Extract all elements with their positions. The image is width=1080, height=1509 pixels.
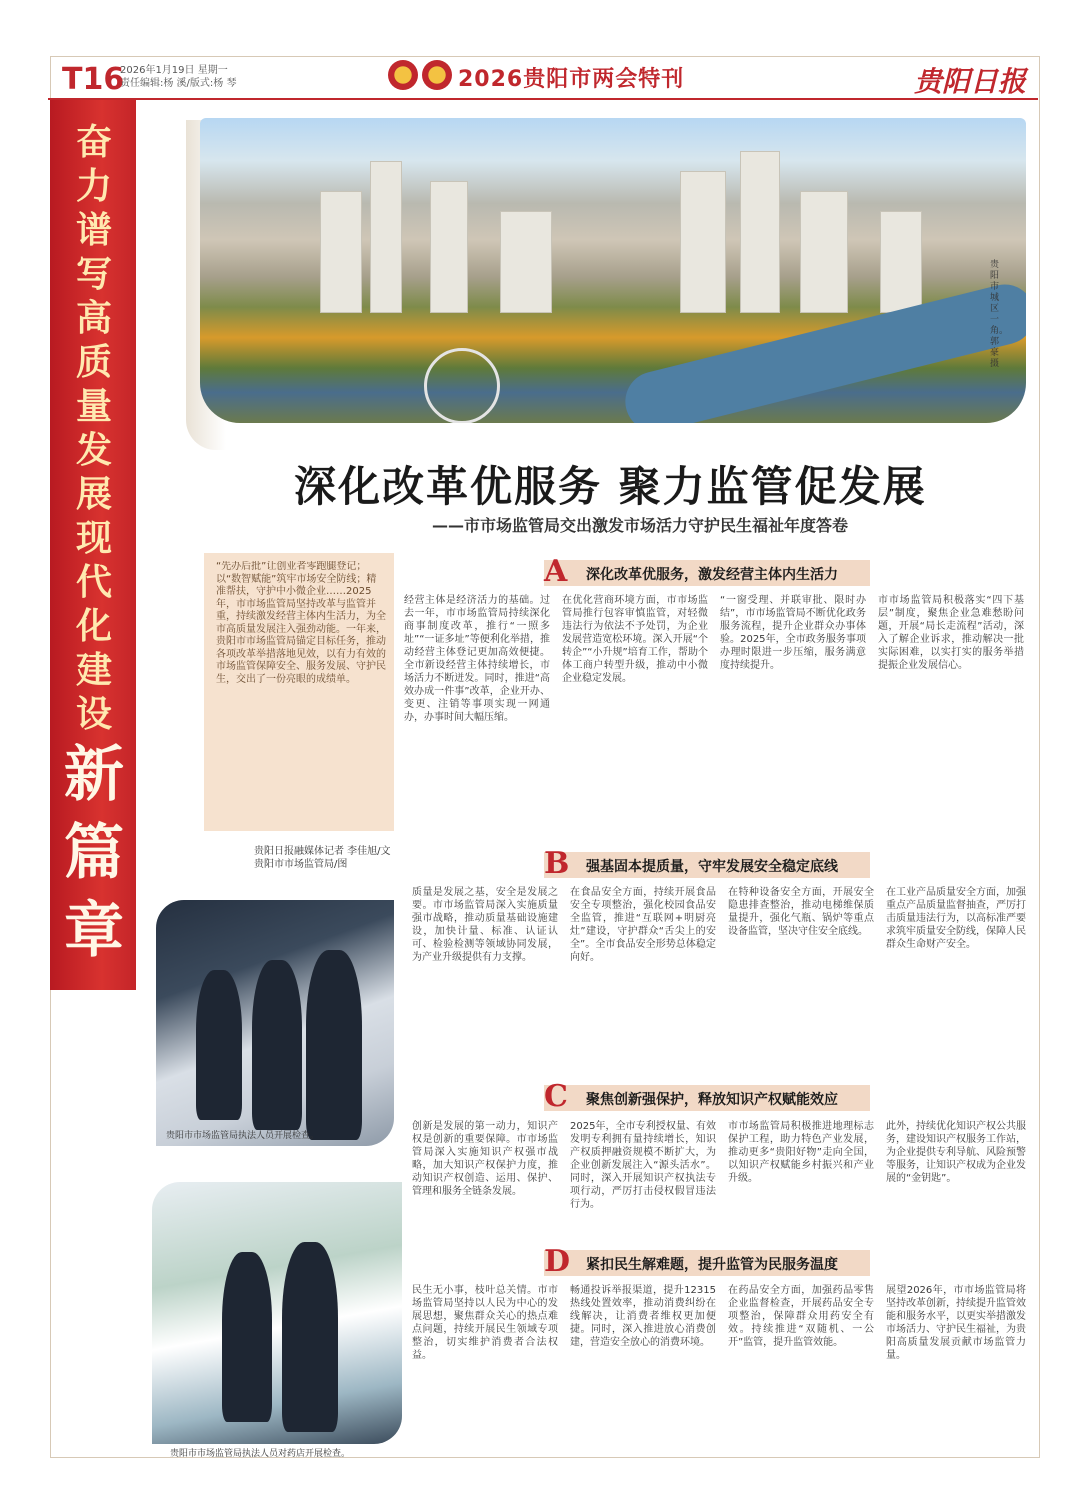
inspector-figure <box>222 1252 272 1422</box>
article-column: 2025年，全市专利授权量、有效发明专利拥有量持续增长，知识产权质押融资规模不断扩大，为企业创新发展注入“源头活水”。同时，深入开展知识产权执法专项行动，严厉打击侵权假冒违法行为。 <box>570 1121 716 1210</box>
section-letter: D <box>544 1244 571 1279</box>
article-column: 质量是发展之基，安全是发展之要。市市场监管局深入实施质量强市战略，推动质量基础设施建设，加快计量、标准、认证认可、检验检测等领域协同发展，为产业升级提供有力支撑。 <box>412 887 558 963</box>
newspaper-logo: 贵阳日报 <box>913 65 1026 98</box>
building <box>680 171 726 313</box>
article-column: 在药品安全方面，加强药品零售企业监督检查，开展药品安全专项整治，保障群众用药安全有效。持续推进“双随机、一公开”监管，提升监管效能。 <box>728 1285 874 1348</box>
inspection-photo <box>156 900 394 1146</box>
city-photo <box>200 118 1026 423</box>
party-emblem-icon <box>422 60 452 90</box>
building <box>430 181 468 313</box>
building <box>370 161 402 313</box>
building <box>880 211 922 313</box>
building <box>500 211 552 313</box>
article-column: 经营主体是经济活力的基础。过去一年，市市场监管局持续深化商事制度改革，推行“一照多址”“一证多址”等便利化举措，推动经营主体登记更加高效便捷。全市新设经营主体持续增长，市场活力不断迸发。同时，推进“高效办成一件事”改革，企业开办、变更、注销等事项实现一网通办，办事时间大幅压缩。 <box>404 595 550 723</box>
article-column: 在工业产品质量安全方面，加强重点产品质量监督抽查，严厉打击质量违法行为，以高标准严要求筑牢质量安全防线，保障人民群众生命财产安全。 <box>886 887 1026 950</box>
section-title: 深化改革优服务，激发经营主体内生活力 <box>586 567 838 583</box>
pharmacy-photo <box>152 1182 402 1444</box>
slogan-highlight: 新篇章 <box>64 740 124 966</box>
section-title: 强基固本提质量，守牢发展安全稳定底线 <box>586 859 838 875</box>
photo-credit: 贵阳市城区一角。 郭 豪 摄 <box>990 260 1009 369</box>
section-letter: B <box>544 846 570 881</box>
subheadline: ——市市场监管局交出激发市场活力守护民生福祉年度答卷 <box>432 516 849 535</box>
page-number: T16 <box>62 62 125 97</box>
page-header <box>48 56 1038 100</box>
article-column: 创新是发展的第一动力，知识产权是创新的重要保障。市市场监管局深入实施知识产权强市战略，加大知识产权保护力度，推动知识产权创造、运用、保护、管理和服务全链条发展。 <box>412 1121 558 1197</box>
lead-text: “先办后批”让创业者零跑腿登记；以“数智赋能”筑牢市场安全防线；精准帮扶，守护中小微企业……2025年，市市场监管局坚持改革与监管并重，持续激发经营主体内生活力，为全市高质量发展注入强劲动能。一年来，贵阳市市场监管局锚定目标任务，推动各项改革举措落地见效，以有力有效的市场监管保障安全、服务发展、守护民生，交出了一份亮眼的成绩单。 <box>216 561 386 685</box>
section-c-header <box>544 1079 870 1114</box>
article-column: “一窗受理、并联审批、限时办结”，市市场监管局不断优化政务服务流程，提升企业群众办事体验。2025年，全市政务服务事项办理时限进一步压缩，服务满意度持续提升。 <box>720 595 866 671</box>
page-meta <box>120 64 236 90</box>
byline <box>254 845 391 871</box>
inspector-figure <box>282 1242 338 1432</box>
special-edition-title: 2026贵阳市两会特刊 <box>458 67 685 92</box>
vertical-slogan <box>62 120 126 970</box>
section-title: 紧扣民生解难题，提升监管为民服务温度 <box>586 1257 838 1273</box>
article-column: 市市场监管局积极落实“四下基层”制度，聚焦企业急难愁盼问题，开展“局长走流程”活动，深入了解企业诉求，推动解决一批实际困难，以实打实的服务举措提振企业发展信心。 <box>878 595 1024 671</box>
section-d-header <box>544 1244 870 1279</box>
headline: 深化改革优服务 聚力监管促发展 <box>294 462 927 511</box>
article-column: 展望2026年，市市场监管局将坚持改革创新，持续提升监管效能和服务水平，以更实举措激发市场活力、守护民生福祉，为贵阳高质量发展贡献市场监管力量。 <box>886 1285 1026 1361</box>
building <box>320 191 362 313</box>
article-column: 在优化营商环境方面，市市场监管局推行包容审慎监管，对轻微违法行为依法不予处罚，为企业发展营造宽松环境。深入开展“个转企”“小升规”培育工作，帮助个体工商户转型升级，推动中小微企业稳定发展。 <box>562 595 708 684</box>
editors-line: 责任编辑:杨 溪/版式:杨 琴 <box>120 78 237 89</box>
article-column: 民生无小事，枝叶总关情。市市场监管局坚持以人民为中心的发展思想，聚焦群众关心的热点难点问题，持续开展民生领域专项整治，切实维护消费者合法权益。 <box>412 1285 558 1361</box>
byline-author: 贵阳日报融媒体记者 李佳旭/文 <box>254 846 391 857</box>
article-column: 此外，持续优化知识产权公共服务，建设知识产权服务工作站，为企业提供专利导航、风险预警等服务，让知识产权成为企业发展的“金钥匙”。 <box>886 1121 1026 1184</box>
section-letter: A <box>544 554 568 589</box>
article-column: 在食品安全方面，持续开展食品安全专项整治，强化校园食品安全监管，推进“互联网+明厨亮灶”建设，守护群众“舌尖上的安全”。全市食品安全形势总体稳定向好。 <box>570 887 716 963</box>
section-letter: C <box>544 1079 568 1114</box>
national-emblem-icon <box>388 60 418 90</box>
section-title: 聚焦创新强保护，释放知识产权赋能效应 <box>586 1092 838 1108</box>
section-b-header <box>544 846 870 881</box>
photo-caption: 贵阳市市场监管局执法人员对药店开展检查。 <box>170 1449 351 1459</box>
byline-photo: 贵阳市市场监管局/图 <box>254 859 348 870</box>
inspector-figure <box>196 970 242 1120</box>
inspector-figure <box>252 960 302 1130</box>
inspector-figure <box>306 950 362 1140</box>
issue-date: 2026年1月19日 星期一 <box>120 65 228 76</box>
article-column: 市市场监管局积极推进地理标志保护工程，助力特色产业发展，推动更多“贵阳好物”走向全国，以知识产权赋能乡村振兴和产业升级。 <box>728 1121 874 1184</box>
section-a-header <box>544 554 870 589</box>
ferris-wheel <box>424 348 500 423</box>
building <box>800 191 848 313</box>
article-column: 畅通投诉举报渠道，提升12315热线处置效率，推动消费纠纷在线解决，让消费者维权更加便捷。同时，深入推进放心消费创建，营造安全放心的消费环境。 <box>570 1285 716 1348</box>
photo-caption: 贵阳市市场监管局执法人员开展检查。 <box>166 1131 320 1141</box>
article-column: 在特种设备安全方面，开展安全隐患排查整治，推动电梯维保质量提升，强化气瓶、锅炉等重点设备监管，坚决守住安全底线。 <box>728 887 874 937</box>
slogan-line: 奋力谱写高质量发展现代化建设 <box>75 121 112 735</box>
building <box>740 151 780 313</box>
